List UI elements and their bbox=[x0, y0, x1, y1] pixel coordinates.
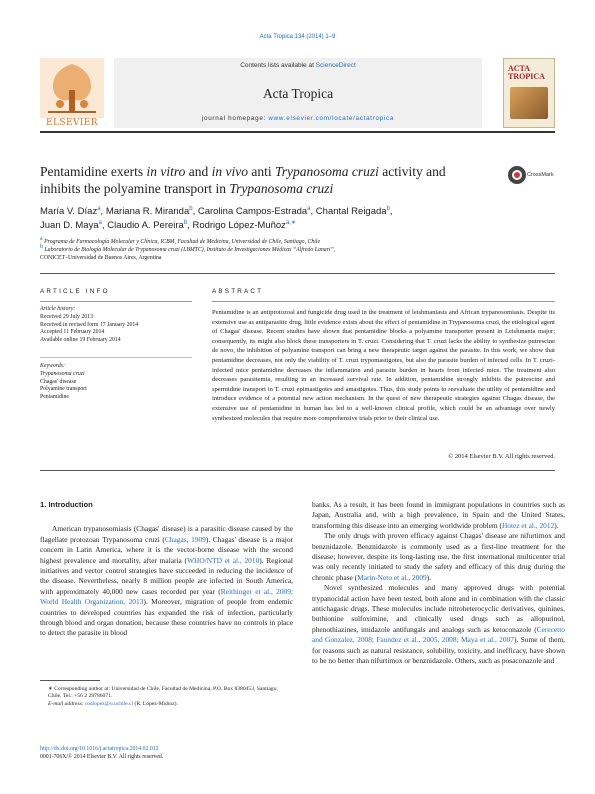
paragraph: American trypanosomiasis (Chagas' disease) is a parasitic disease caused by the flagellate protozoan Trypanosoma cruzi (Chagas, 1909). Chagas' disease is a major concern in Latin America, where it is the vector-borne disease with the second highest prevalence and mortality, after malaria (WHO/NTD et al., 2010). Regional initiatives and vector control strategies have succeeded in reducing the incidence of the disease. Nevertheless, nearly 8 million people are infected in South America, with approximately 40,000 new cases recorded per year (Reithinger et al., 2009; World Health Organization, 2013). Moreover, migration of people from endemic countries to developed countries has expanded the risk of infection, particularly through blood and organ donation, because these countries have no controls in place to detect the parasite in blood bbox=[40, 524, 293, 638]
elsevier-tree-icon bbox=[40, 58, 104, 118]
author-name[interactable]: Juan D. Maya bbox=[40, 220, 99, 231]
keyword: Chagas' disease bbox=[40, 378, 77, 385]
email-link[interactable]: rodlopez@u.uchile.cl bbox=[85, 700, 134, 707]
author-separator: , bbox=[389, 206, 393, 217]
author-name[interactable]: Mariana R. Miranda bbox=[105, 206, 190, 217]
citation-link[interactable]: Chagas, 1909 bbox=[164, 534, 206, 544]
corresponding-author-note: ∗ Corresponding author at: Universidad de Chile, Facultad de Medicina, P.O. Box 8380453, Santiago, Chile. Tel.: +56 2 29786071. bbox=[48, 686, 278, 700]
email-note: E-mail address: rodlopez@u.uchile.cl (R. López-Muñoz). bbox=[48, 700, 178, 707]
keywords-label: Keywords: bbox=[40, 363, 65, 369]
author-separator: , bbox=[192, 206, 198, 217]
author-name[interactable]: Carolina Campos-Estrada bbox=[197, 206, 308, 217]
history-item: Received 29 July 2013 bbox=[40, 313, 93, 320]
journal-citation[interactable]: Acta Tropica 134 (2014) 1–9 bbox=[259, 34, 336, 40]
author-separator: , bbox=[310, 206, 316, 217]
paragraph: Novel synthesized molecules and many approved drugs with potential trypanocidal action have been tested, both alone and in combination with the classic antichagasic drugs. These molecules include nitroheterocyclic derivatives, quinines, buthionine sulfoximine, and clinically used drugs such as allopurinol, phenothiazines, imidazole antifungals and analogs such as ketoconazole (Cerecetto and Gonzalez, 2008; Faundez et al., 2005, 2008; Maya et al., 2007). Some of them, for reasons such as natural resistance, solubility, toxicity, and inefficacy, have shown to be no better than nifurtimox or benznidazole. Others, such as posaconazole and bbox=[312, 583, 566, 666]
divider bbox=[40, 470, 555, 471]
body-column-left bbox=[40, 500, 293, 639]
author-name[interactable]: Chantal Reigada bbox=[315, 206, 387, 217]
doi-block bbox=[40, 745, 300, 761]
citation-link[interactable]: Hotez et al., 2012 bbox=[501, 520, 555, 530]
citation-link[interactable]: Cerecetto and Gonzalez, 2008; Faundez et al., 2005, 2008; Maya et al., 2007 bbox=[312, 624, 565, 645]
homepage-line bbox=[114, 115, 482, 122]
divider bbox=[40, 273, 555, 274]
footnotes bbox=[40, 686, 290, 708]
journal-cover[interactable] bbox=[503, 58, 555, 128]
keyword: Trypanosoma cruzi bbox=[40, 370, 85, 377]
affiliation-a: $^a$ Programa de Farmacología Molecular y Clínica, ICBM, Facultad de Medicina, Universidad de Chile, Santiago, Chile bbox=[40, 236, 321, 245]
issn-line: 0001-706X/© 2014 Elsevier B.V. All rights reserved. bbox=[40, 754, 164, 760]
keyword: Pentamidine bbox=[40, 394, 69, 401]
affiliation-b: $^b$ Laboratorio de Biología Molecular de Trypanosoma cruzi (LBMTC), Instituto de Investigaciones Médicas “Alfredo Lanari”, bbox=[40, 244, 336, 253]
author-affiliation-mark[interactable]: a,∗ bbox=[285, 219, 296, 226]
citation-link[interactable]: Reithinger et al., 2009; World Health Organization, 2013 bbox=[40, 586, 293, 607]
crossmark-icon bbox=[508, 166, 526, 184]
crossmark-badge[interactable] bbox=[508, 166, 558, 188]
author-affiliation-mark[interactable]: b bbox=[183, 219, 188, 226]
divider bbox=[212, 301, 555, 302]
author-affiliation-mark[interactable]: a bbox=[98, 219, 102, 226]
divider bbox=[40, 301, 192, 302]
author-name[interactable]: Rodrigo López-Muñoz bbox=[192, 220, 286, 231]
elsevier-logo bbox=[40, 58, 104, 128]
keyword: Polyamine transport bbox=[40, 386, 87, 393]
homepage-prefix: journal homepage: bbox=[201, 115, 269, 122]
article-info-heading: ARTICLE INFO bbox=[40, 288, 110, 295]
history-item: Accepted 11 February 2014 bbox=[40, 329, 105, 336]
elsevier-wordmark: ELSEVIER bbox=[46, 118, 98, 128]
author-separator: , bbox=[100, 206, 106, 217]
history-label: Article history: bbox=[40, 306, 76, 312]
author-affiliation-mark[interactable]: a bbox=[307, 205, 311, 212]
paragraph: The only drugs with proven efficacy against Chagas' disease are nifurtimox and benznidazole. Benznidazole is commonly used as a first-line treatment for the disease; however, despite its long-lasting use, the first international multicenter trial was only recently initiated to study the safety and efficacy of this drug during the chronic phase (Marin-Neto et al., 2009). bbox=[312, 531, 565, 582]
section-heading-introduction: 1. Introduction bbox=[40, 500, 93, 509]
doi-link[interactable]: http://dx.doi.org/10.1016/j.actatropica.2014.02.012 bbox=[40, 746, 159, 752]
author-separator: , bbox=[187, 220, 193, 231]
author-name[interactable]: Claudio A. Pereira bbox=[107, 220, 184, 231]
author-affiliation-mark[interactable]: a bbox=[97, 205, 101, 212]
article-history bbox=[40, 306, 200, 345]
history-item: Received in revised form 17 January 2014 bbox=[40, 321, 139, 328]
cover-title: ACTA TROPICA bbox=[508, 64, 545, 81]
affiliation-b-cont: CONICET–Universidad de Buenos Aires, Argentina bbox=[40, 255, 162, 261]
paragraph: banks. As a result, it has been found in immigrant populations in countries such as Japan, Australia and, with a high prevalence, in Spain and the United States, transforming this disease into an emerging worldwide problem (Hotez et al., 2012). bbox=[312, 500, 565, 530]
journal-header-box bbox=[114, 58, 482, 128]
citation-link[interactable]: WHO/NTD et al., 2010 bbox=[187, 555, 260, 565]
author-affiliation-mark[interactable]: b bbox=[386, 205, 390, 212]
abstract-copyright: © 2014 Elsevier B.V. All rights reserved. bbox=[448, 453, 555, 460]
author-separator: , bbox=[101, 220, 108, 231]
journal-masthead bbox=[40, 58, 555, 136]
citation-link[interactable]: Marin-Neto et al., 2009 bbox=[357, 572, 427, 582]
body-column-right bbox=[312, 500, 565, 667]
keywords bbox=[40, 363, 200, 402]
history-item: Available online 19 February 2014 bbox=[40, 337, 121, 344]
sciencedirect-link[interactable]: ScienceDirect bbox=[315, 62, 356, 69]
footnote-rule bbox=[40, 680, 100, 681]
cover-art bbox=[510, 87, 548, 119]
affiliations bbox=[40, 238, 540, 262]
contents-prefix: Contents lists available at bbox=[240, 62, 316, 69]
article-title: Pentamidine exerts in vitro and in vivo anti Trypanosoma cruzi activity and inhibits the polyamine transport in Trypanosoma cruzi bbox=[40, 164, 446, 196]
author-affiliation-mark[interactable]: b bbox=[189, 205, 193, 212]
masthead-rule bbox=[40, 131, 555, 133]
divider bbox=[40, 357, 192, 358]
journal-title: Acta Tropica bbox=[262, 86, 334, 101]
author-list bbox=[40, 205, 540, 233]
author-name[interactable]: María V. Díaz bbox=[40, 206, 98, 217]
contents-line bbox=[114, 62, 482, 69]
abstract-text: Pentamidine is an antiprotozoal and fungicide drug used in the treatment of leishmaniasis and African trypanosomiasis. Despite its extensive use as antiparasitic drug, little evidence exists about the effect of pentamidine in Trypanosoma cruzi, the etiological agent of Chagas' disease. Recent studies have shown that pentamidine blocks a polyamine transporter present in Leishmania major; consequently, its might also block these transporters in T. cruzi. Considering that T. cruzi lacks the ability to synthesize putrescine de novo, the inhibition of polyamine transport can bring a new therapeutic target against the parasite. In this work, we show that pentamidine decreases, not only the viability of T. cruzi trypomastigotes, but also the parasite burden of infected cells. In T. cruzi-infected mice pentamidine decreases the inflammation and parasite burden in hearts from infected mice. The treatment also decreases parasitemia, resulting in an increased survival rate. In addition, pentamidine strongly inhibits the putrescine and spermidine transport in T. cruzi epimastigotes and amastigotes. Thus, this study points to reevaluate the utility of pentamidine and introduce evidence of a potential new action mechanism. In the quest of new therapeutic strategies against Chagas disease, the extensive use of pentamidine in human has led to a well-known clinical profile, which could be an advantage over newly synthesized molecules that require more comprehensive trials prior to their clinical use. bbox=[212, 309, 555, 422]
crossmark-label: CrossMark bbox=[527, 172, 554, 178]
abstract-heading: ABSTRACT bbox=[212, 288, 264, 295]
homepage-link[interactable]: www.elsevier.com/locate/actatropica bbox=[268, 115, 395, 122]
